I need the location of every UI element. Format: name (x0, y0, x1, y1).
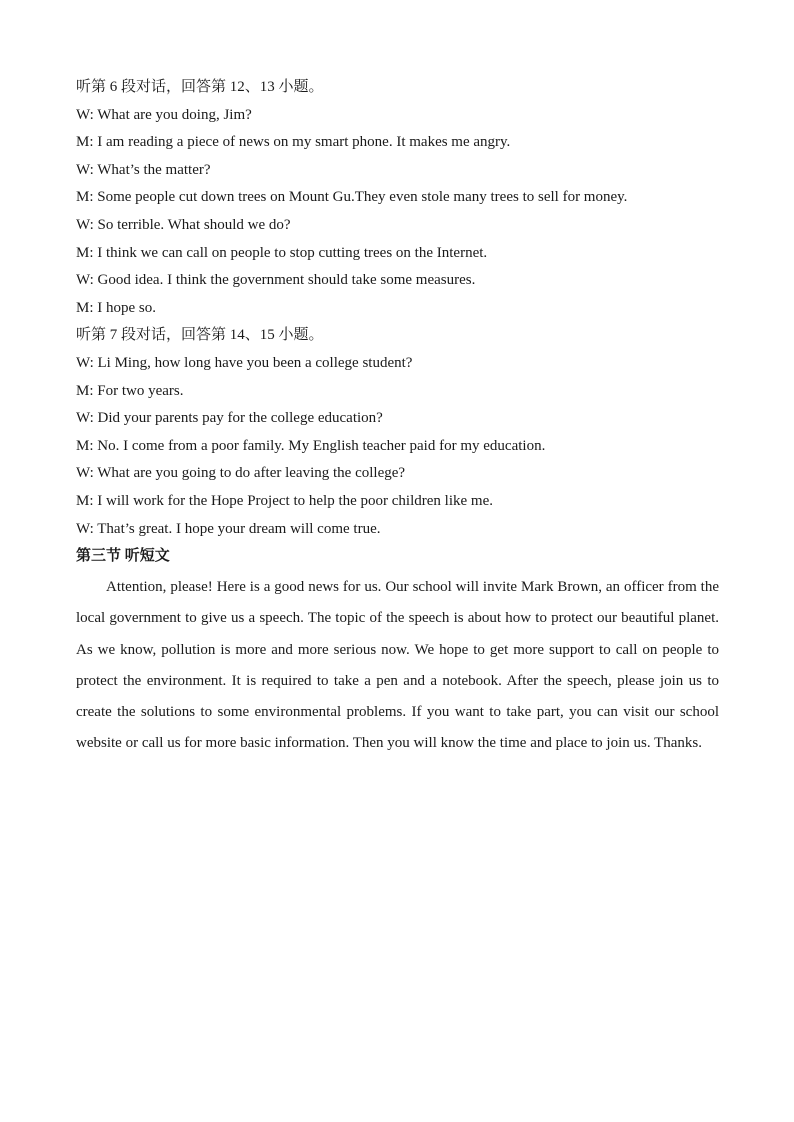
dialogue-7-heading: 听第 7 段对话，回答第 14、15 小题。 (76, 327, 324, 344)
dialogue-line: W: What are you going to do after leaving the college? (76, 465, 406, 482)
dialogue-line: W: Did your parents pay for the college education? (76, 410, 383, 427)
dialogue-line: M: I am reading a piece of news on my smart phone. It makes me angry. (76, 134, 511, 151)
section-3-title: 第三节 听短文 (76, 548, 170, 565)
dialogue-line: M: I will work for the Hope Project to help the poor children like me. (76, 492, 493, 509)
dialogue-line: W: That’s great. I hope your dream will come true. (76, 520, 381, 537)
dialogue-line: W: What are you doing, Jim? (76, 106, 252, 123)
passage-paragraph: Attention, please! Here is a good news for us. Our school will invite Mark Brown, an officer from the local government to give us a speech. The topic of the speech is about how to protect our beautiful planet. As we know, pollution is more and more serious now. We hope to get more support to call on people to protect the environment. It is required to take a pen and a notebook. After the speech, please join us to create the solutions to some environmental problems. If you want to take part, you can visit our school website or call us for more basic information. Then you will know the time and place to join us. Thanks. (76, 579, 719, 752)
dialogue-7 (76, 350, 719, 543)
dialogue-line: W: So terrible. What should we do? (76, 216, 291, 233)
dialogue-line: M: I think we can call on people to stop cutting trees on the Internet. (76, 244, 488, 261)
dialogue-6-heading: 听第 6 段对话，回答第 12、13 小题。 (76, 79, 324, 95)
dialogue-line: M: No. I come from a poor family. My English teacher paid for my education. (76, 437, 546, 454)
document-page (76, 74, 719, 759)
dialogue-line: M: Some people cut down trees on Mount Gu.They even stole many trees to sell for money. (76, 189, 628, 206)
dialogue-line: M: I hope so. (76, 299, 156, 316)
dialogue-6 (76, 102, 719, 323)
dialogue-line: W: Good idea. I think the government should take some measures. (76, 272, 476, 289)
dialogue-line: W: Li Ming, how long have you been a college student? (76, 354, 413, 371)
dialogue-line: M: For two years. (76, 382, 184, 399)
dialogue-line: W: What’s the matter? (76, 161, 211, 178)
